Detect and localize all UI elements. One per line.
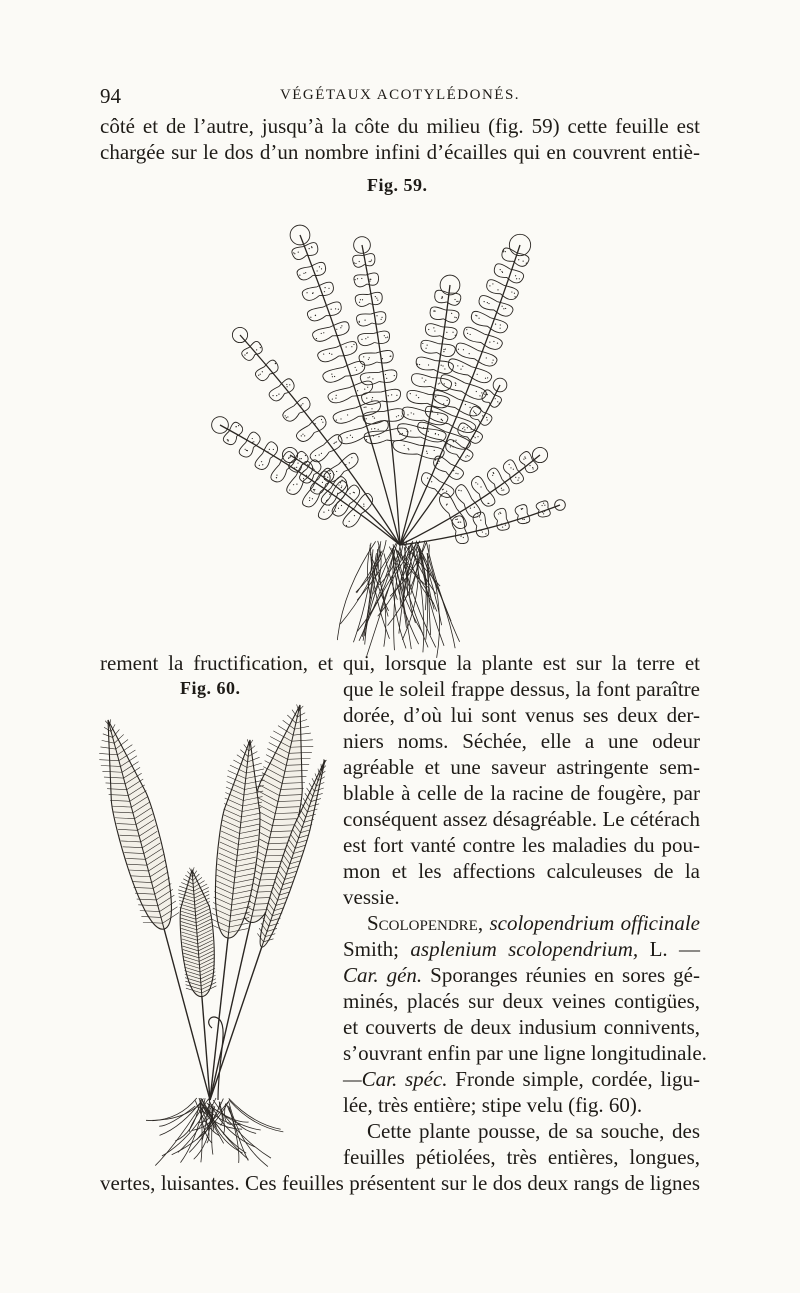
text-line: conséquent assez désagréable. Le cétérach bbox=[343, 807, 700, 831]
figure-59-caption: Fig. 59. bbox=[367, 175, 428, 195]
text-line: s’ouvrant enfin par une ligne longitudinale. bbox=[343, 1041, 707, 1065]
text-line bbox=[343, 1066, 700, 1092]
text-line: et couverts de deux indusium connivents, bbox=[343, 1015, 700, 1039]
text-line: côté et de l’autre, jusqu’à la côte du milieu (fig. 59) cette feuille est bbox=[100, 114, 700, 138]
species-name: Scolopendre, bbox=[367, 911, 484, 935]
figure-60-caption: Fig. 60. bbox=[180, 678, 241, 698]
text-line: Cette plante pousse, de sa souche, des bbox=[367, 1119, 700, 1143]
figure-59-illustration bbox=[200, 205, 610, 655]
text-line: lée, très entière; stipe velu (fig. 60). bbox=[343, 1093, 643, 1117]
page-header bbox=[100, 84, 700, 108]
text-run: Sporanges réunies en sores gé- bbox=[430, 963, 700, 987]
text-line bbox=[343, 962, 700, 988]
text-run: Fronde simple, cordée, ligu- bbox=[455, 1067, 701, 1091]
text-line: vertes, luisantes. Ces feuilles présentent sur le dos deux rangs de lignes bbox=[100, 1171, 700, 1195]
text-line bbox=[343, 936, 700, 962]
scolopendre-heading-line bbox=[343, 910, 700, 936]
text-line: chargée sur le dos d’un nombre infini d’écailles qui en couvrent entiè- bbox=[100, 140, 700, 164]
text-line: niers noms. Séchée, elle a une odeur bbox=[343, 729, 700, 753]
text-line: que le soleil frappe dessus, la font paraître bbox=[343, 677, 700, 701]
frond-drawing bbox=[400, 234, 531, 545]
text-line: agréable et une saveur astringente sem- bbox=[343, 755, 700, 779]
latin-name: scolopendrium officinale bbox=[489, 911, 700, 935]
text-line: feuilles pétiolées, très entières, longues, bbox=[343, 1145, 700, 1169]
text-line: mon et les affections calculeuses de la bbox=[343, 859, 700, 883]
text-line: blable à celle de la racine de fougère, par bbox=[343, 781, 700, 805]
text-line: minés, placés sur deux veines contigües, bbox=[343, 989, 700, 1013]
text-line: rement la fructification, et qui, lorsque la plante est sur la terre et bbox=[100, 651, 700, 675]
frond-drawing bbox=[178, 867, 216, 1100]
frond-drawing bbox=[400, 500, 565, 545]
text-line: dorée, d’où lui sont venus ses deux der- bbox=[343, 703, 700, 727]
author-name: Smith; bbox=[343, 937, 400, 961]
section-label: Car. gén. bbox=[343, 963, 423, 987]
author-name: L. — bbox=[649, 937, 701, 961]
frond-drawing bbox=[290, 225, 400, 545]
latin-name: asplenium scolopendrium, bbox=[410, 937, 639, 961]
page-number: 94 bbox=[100, 84, 121, 108]
section-label: —Car. spéc. bbox=[343, 1067, 448, 1091]
figure-60-illustration bbox=[100, 700, 330, 1170]
running-title: VÉGÉTAUX ACOTYLÉDONÉS. bbox=[279, 87, 521, 103]
text-line: est fort vanté contre les maladies du pou- bbox=[343, 833, 700, 857]
text-line: vessie. bbox=[343, 885, 400, 909]
frond-drawing bbox=[232, 327, 400, 545]
